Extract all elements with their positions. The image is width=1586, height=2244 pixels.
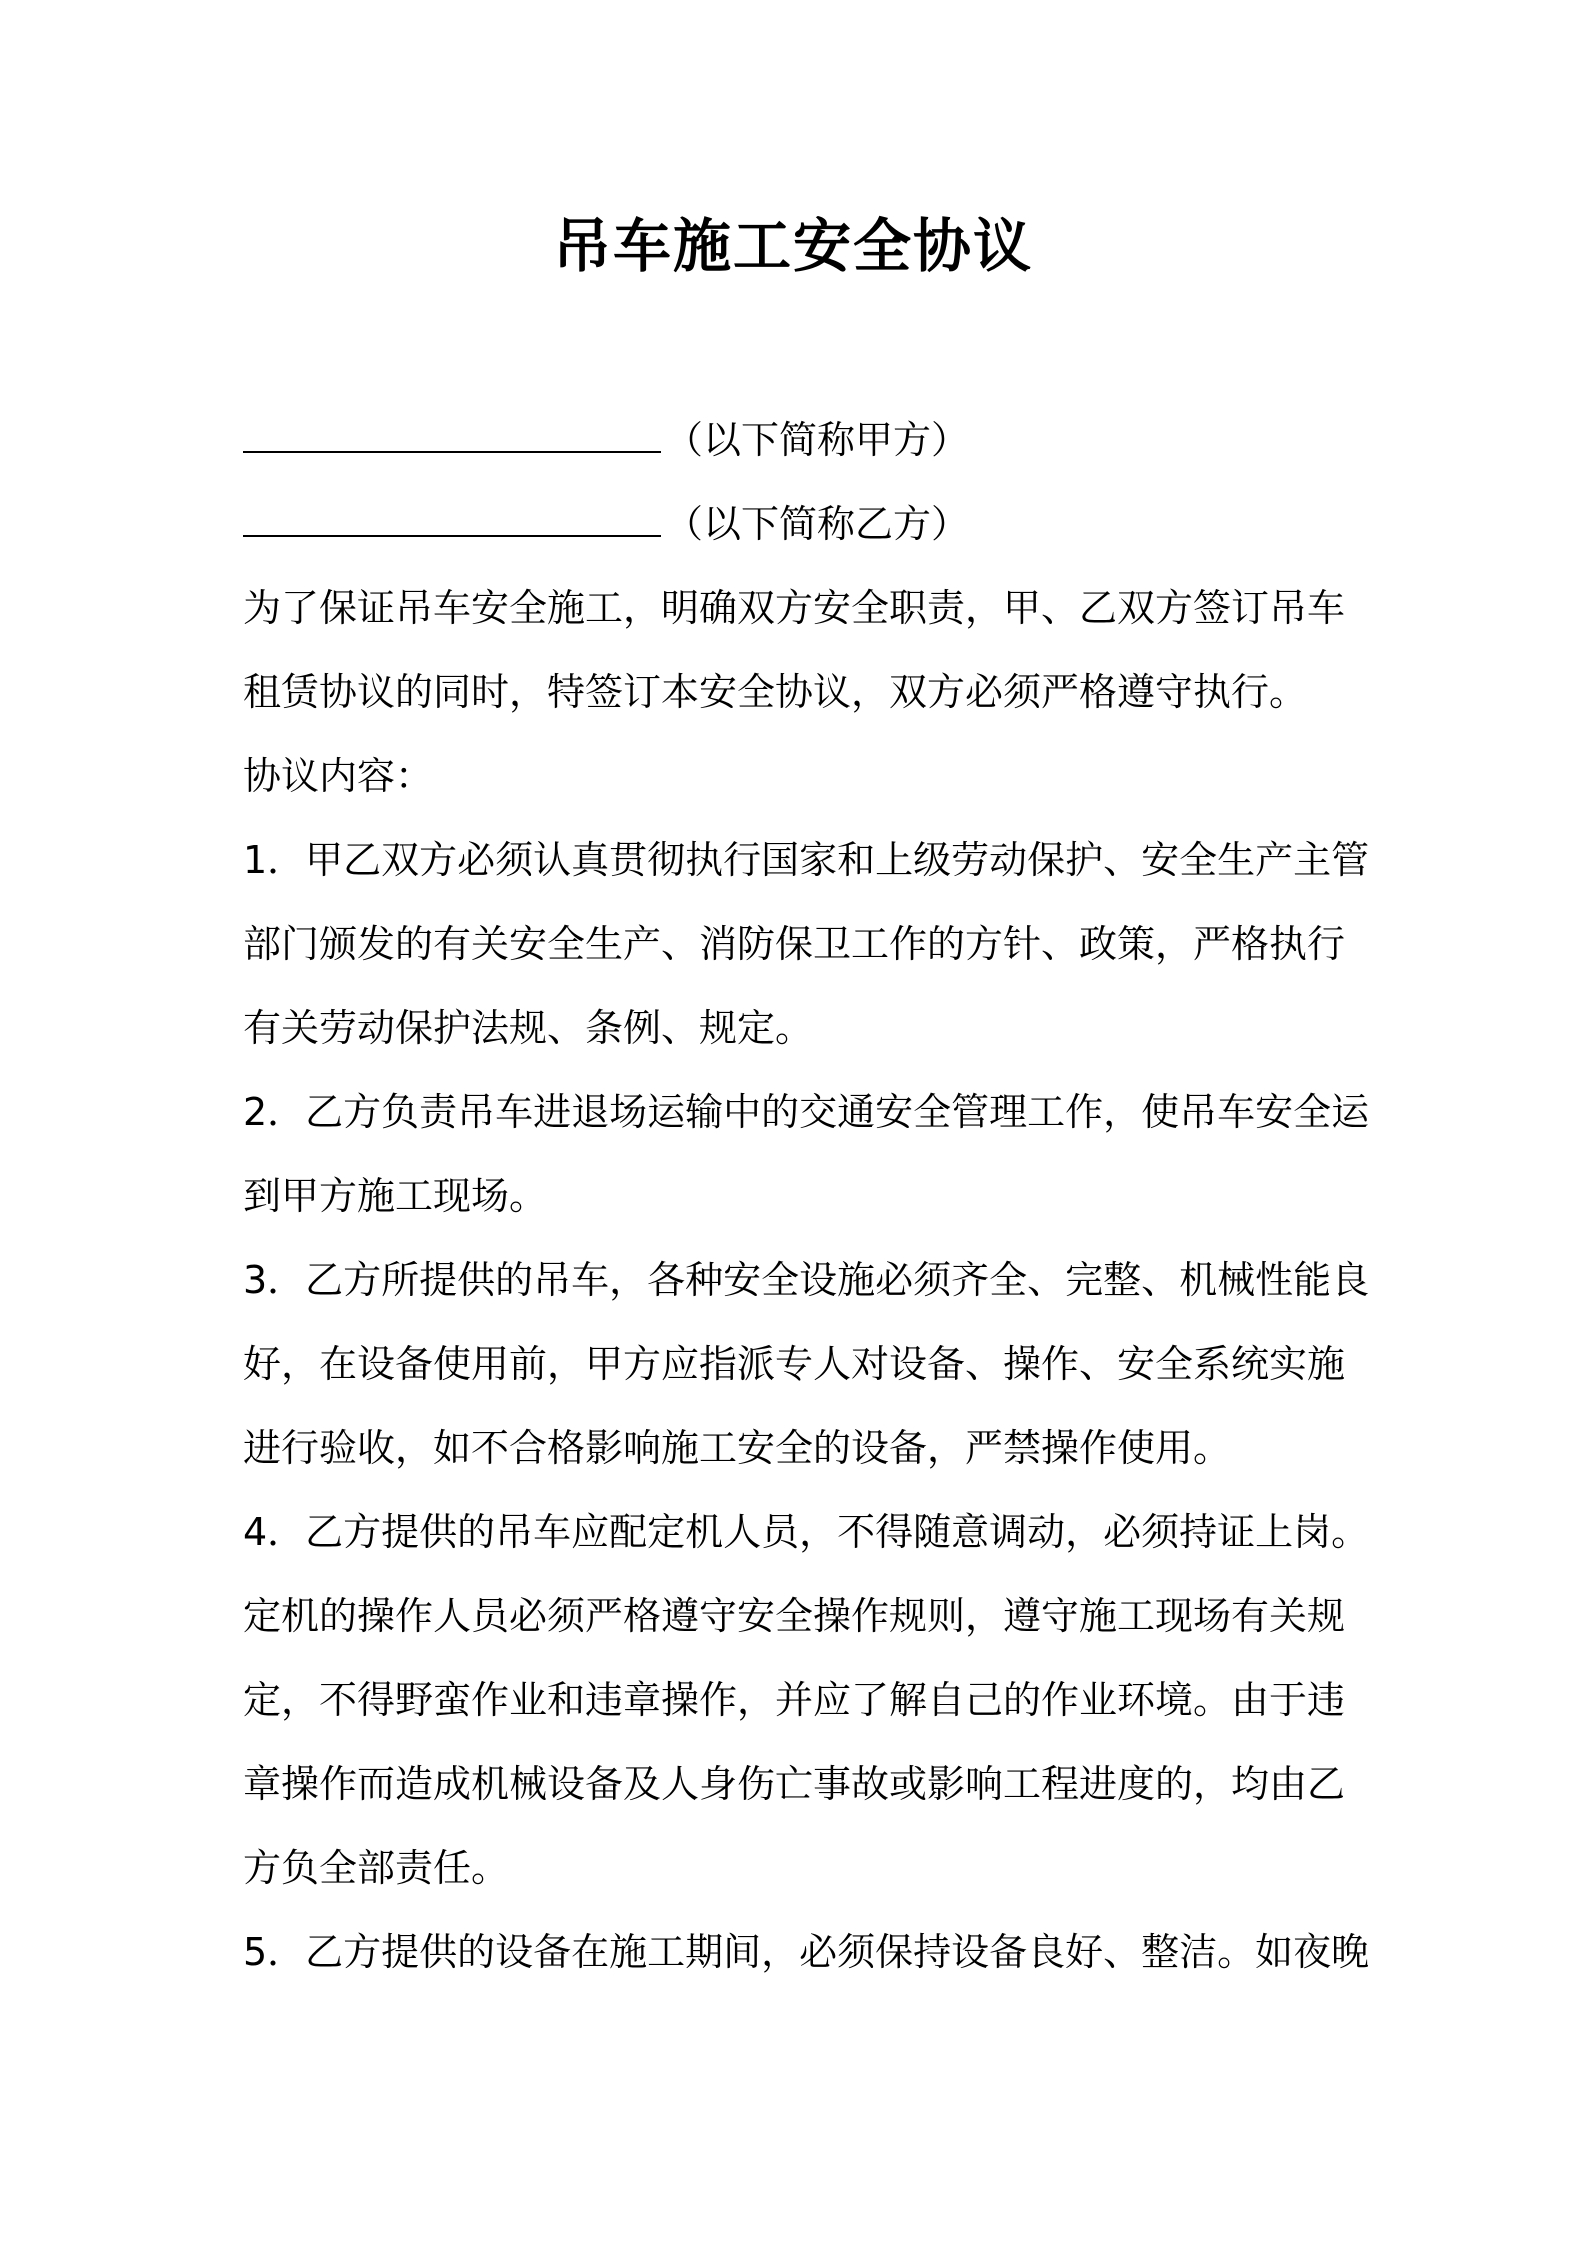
party-a-line (243, 398, 1375, 482)
clause-4: 4．乙方提供的吊车应配定机人员，不得随意调动，必须持证上岗。定机的操作人员必须严格遵守安全操作规则，遵守施工现场有关规定，不得野蛮作业和违章操作，并应了解自己的作业环境。由于违章操作而造成机械设备及人身伤亡事故或影响工程进度的，均由乙方负全部责任。 (243, 1510, 1370, 1890)
clause-3: 3．乙方所提供的吊车，各种安全设施必须齐全、完整、机械性能良好，在设备使用前，甲方应指派专人对设备、操作、安全系统实施进行验收，如不合格影响施工安全的设备，严禁操作使用。 (243, 1258, 1370, 1470)
party-b-blank[interactable] (243, 495, 661, 537)
party-a-blank[interactable] (243, 411, 661, 453)
document-title: 吊车施工安全协议 (552, 212, 1033, 280)
document-body (243, 398, 1375, 1994)
clause-1: 1．甲乙双方必须认真贯彻执行国家和上级劳动保护、安全生产主管部门颁发的有关安全生产、消防保卫工作的方针、政策，严格执行有关劳动保护法规、条例、规定。 (243, 838, 1370, 1050)
intro-paragraph: 为了保证吊车安全施工，明确双方安全职责，甲、乙双方签订吊车租赁协议的同时，特签订本安全协议，双方必须严格遵守执行。 (243, 586, 1346, 714)
clause-5: 5．乙方提供的设备在施工期间，必须保持设备良好、整洁。如夜晚 (243, 1930, 1370, 1974)
party-b-label: （以下简称乙方） (665, 502, 970, 546)
clause-2: 2．乙方负责吊车进退场运输中的交通安全管理工作，使吊车安全运到甲方施工现场。 (243, 1090, 1370, 1218)
party-b-line (243, 482, 1375, 566)
party-a-label: （以下简称甲方） (665, 418, 970, 462)
content-heading: 协议内容： (243, 754, 434, 798)
